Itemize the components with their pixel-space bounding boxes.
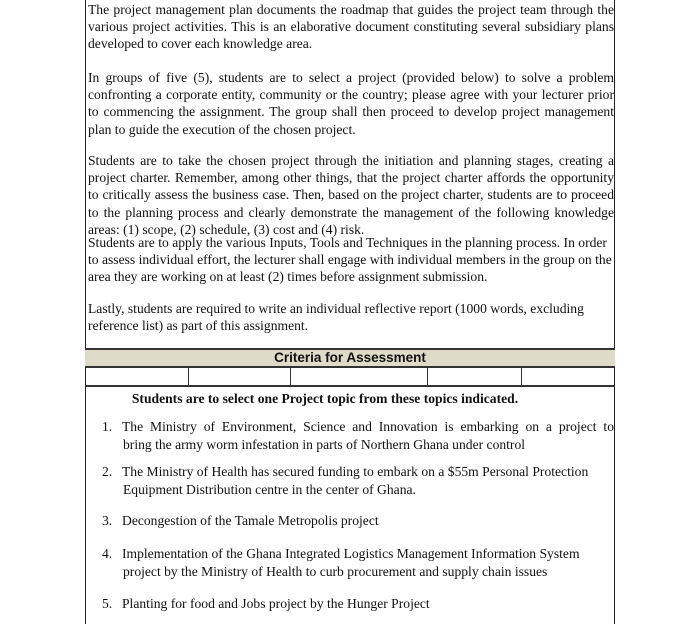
topic-number: 5. bbox=[102, 596, 113, 611]
intro-paragraph-4: Students are to apply the various Inputs, Tools and Techniques in the planning process. In order to assess individual effort, the lecturer shall engage with individual members in the group on the area they are working on at least (2) times before assignment submission. bbox=[88, 235, 612, 285]
topic-text-continued: Equipment Distribution centre in the center of Ghana. bbox=[123, 481, 416, 497]
topic-text-continued: bring the army worm infestation in parts of Northern Ghana under control bbox=[123, 436, 526, 452]
intro-paragraph-1: The project management plan documents the roadmap that guides the project team through the various project activities. This is an elaborative document constituting several subsidiary plans developed to cover each knowledge area. bbox=[88, 2, 614, 52]
intro-paragraph-2: In groups of five (5), students are to select a project (provided below) to solve a problem confronting a corporate entity, community or the country; please agree with your lecturer prior to commencing the assignment. The group shall then proceed to develop project management plan to guide the execution of the chosen project. bbox=[88, 70, 614, 137]
topic-item-5 bbox=[102, 595, 614, 613]
topic-number: 2. bbox=[102, 464, 113, 479]
topic-item-3 bbox=[102, 512, 614, 530]
column-divider bbox=[290, 368, 291, 385]
topic-text: Implementation of the Ghana Integrated Logistics Management Information System bbox=[122, 546, 580, 561]
topic-number: 1. bbox=[102, 419, 113, 434]
intro-paragraph-5: Lastly, students are required to write an individual reflective report (1000 words, excluding reference list) as part of this assignment. bbox=[88, 301, 584, 334]
column-divider bbox=[521, 368, 522, 385]
topic-text: The Ministry of Environment, Science and Innovation is embarking on a project to bbox=[122, 419, 614, 434]
topic-text: Planting for food and Jobs project by the Hunger Project bbox=[122, 596, 430, 611]
topic-item-2 bbox=[102, 463, 614, 498]
topics-heading: Students are to select one Project topic from these topics indicated. bbox=[131, 391, 519, 406]
criteria-empty-row bbox=[85, 368, 615, 387]
column-divider bbox=[188, 368, 189, 385]
topic-item-4 bbox=[102, 545, 614, 580]
topic-number: 3. bbox=[102, 513, 113, 528]
topic-text-continued: project by the Ministry of Health to curb procurement and supply chain issues bbox=[123, 563, 548, 579]
intro-paragraph-3: Students are to take the chosen project through the initiation and planning stages, creating a project charter. Remember, among other things, that the project charter affords the opportunity to critically assess the business case. Then, based on the project charter, students are to proceed to the planning process and clearly demonstrate the management of the following knowledge areas: (1) scope, (2) schedule, (3) cost and (4) risk. bbox=[88, 153, 614, 237]
topic-item-1 bbox=[102, 418, 614, 453]
topic-text: Decongestion of the Tamale Metropolis project bbox=[122, 513, 379, 528]
topic-number: 4. bbox=[102, 546, 113, 561]
topic-text: The Ministry of Health has secured funding to embark on a $55m Personal Protection bbox=[122, 464, 589, 479]
criteria-header: Criteria for Assessment bbox=[85, 348, 615, 368]
column-divider bbox=[427, 368, 428, 385]
